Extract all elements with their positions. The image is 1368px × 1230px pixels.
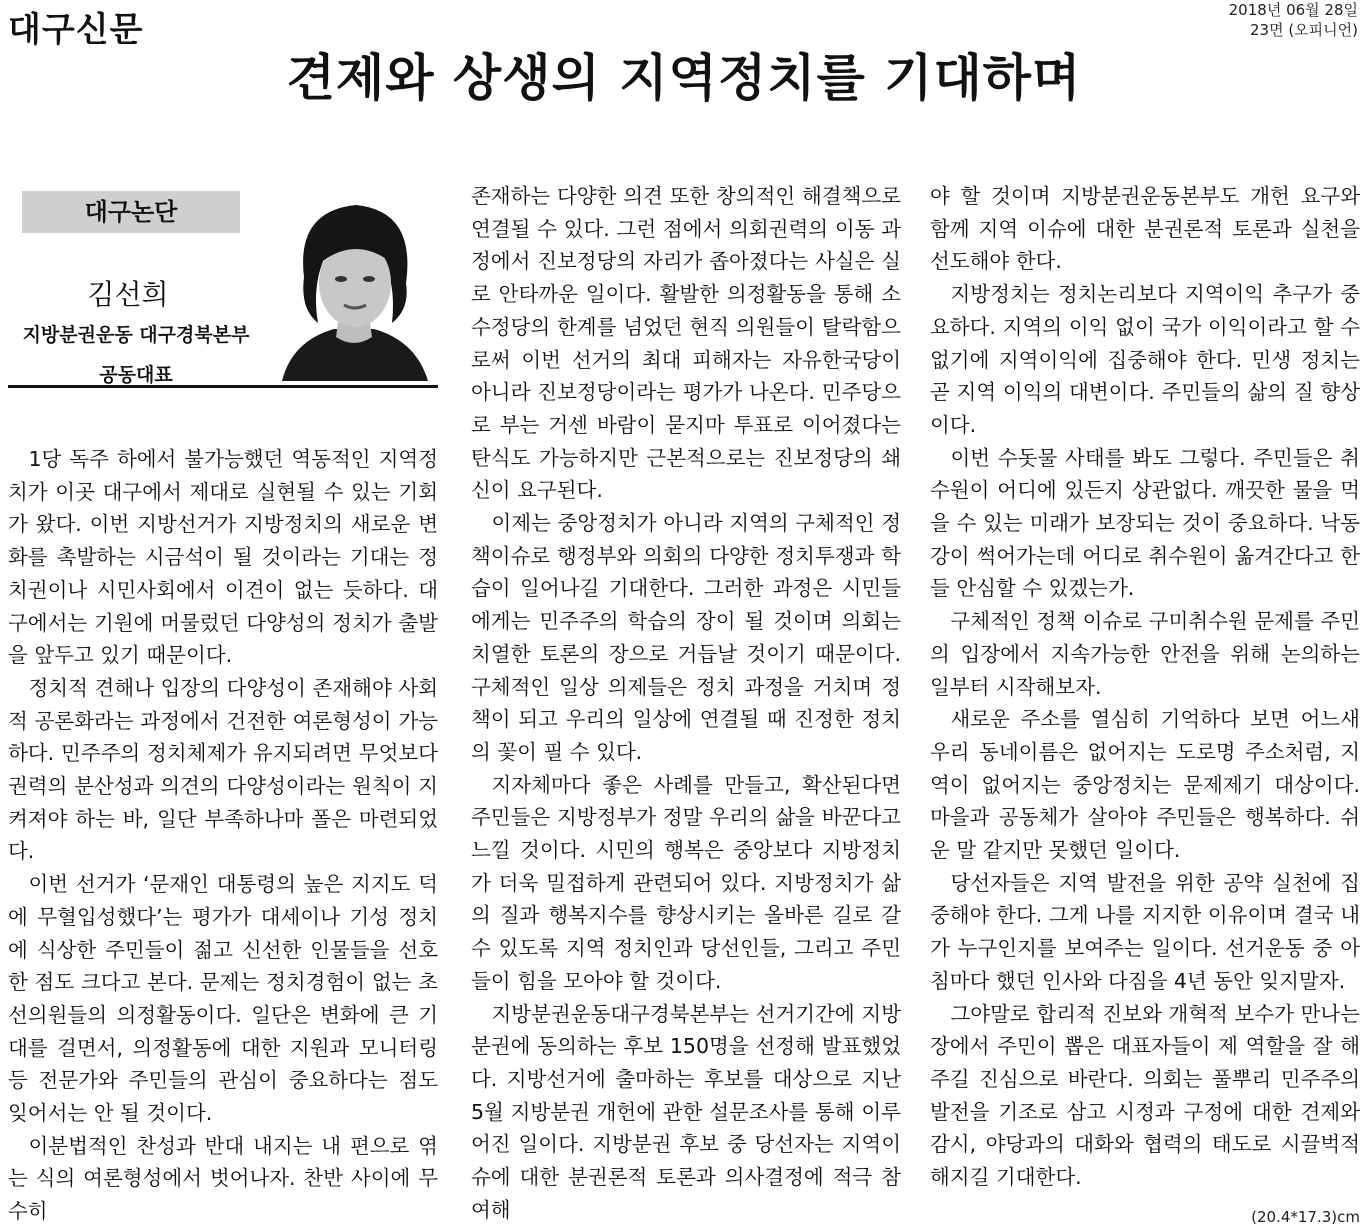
author-title-line1: 지방분권운동 대구경북본부 [22,324,250,346]
article-column-2 [471,180,901,1227]
paragraph: 이분법적인 찬성과 반대 내지는 내 편으로 엮는 식의 여론형성에서 벗어나자. 찬반 사이에 무수히 [8,1133,438,1224]
author-title [8,315,264,395]
author-photo [264,191,444,383]
author-name: 김선희 [87,278,169,311]
paragraph: 지자체마다 좋은 사례를 만들고, 확산된다면 주민들은 지방정부가 정말 우리의 삶을 바꾼다고 느낄 것이다. 시민의 행복은 중앙보다 지방정치가 더욱 밀접하게 관련되어 있다. 지방정치가 삶의 질과 행복지수를 향상시키는 올바른 길로 갈 수 있도록 지역 정치인과 당선인들, 그리고 주민들이 힘을 모아야 할 것이다. [471,772,901,993]
paragraph: 1당 독주 하에서 불가능했던 역동적인 지역정치가 이곳 대구에서 제대로 실현될 수 있는 기회가 왔다. 이번 지방선거가 지방정치의 새로운 변화를 촉발하는 시금석이 될 것이라는 기대는 정치권이나 시민사회에서 이견이 없는 듯하다. 대구에서는 기원에 머물렀던 다양성의 정치가 출발을 앞두고 있기 때문이다. [8,447,438,668]
paragraph: 이제는 중앙정치가 아니라 지역의 구체적인 정책이슈로 행정부와 의회의 다양한 정치투쟁과 학습이 일어나길 기대한다. 그러한 과정은 시민들에게는 민주주의 학습의 장이 될 것이며 의회는 치열한 토론의 장으로 거듭날 것이기 때문이다. 구체적인 일상 의제들은 정치 과정을 거치며 정책이 되고 우리의 일상에 연결될 때 진정한 정치의 꽃이 필 수 있다. [471,511,901,764]
paragraph: 새로운 주소를 열심히 기억하다 보면 어느새 우리 동네이름은 없어지는 도로명 주소처럼, 지역이 없어지는 중앙정치는 문제제기 대상이다. 마을과 공동체가 살아야 주민들은 행복하다. 쉬운 말 같지만 못했던 일이다. [930,707,1360,863]
paragraph: 당선자들은 지역 발전을 위한 공약 실천에 집중해야 한다. 그게 나를 지지한 이유이며 결국 내가 누구인지를 보여주는 일이다. 선거운동 중 아침마다 했던 인사와 다짐을 4년 동안 잊지말자. [930,870,1360,993]
issue-page: 23면 (오피니언) [1249,21,1358,39]
issue-meta [1229,0,1358,40]
paragraph: 정치적 견해나 입장의 다양성이 존재해야 사회적 공론화라는 과정에서 건전한 여론형성이 가능하다. 민주주의 정치체제가 유지되려면 무엇보다 권력의 분산성과 의견의 다양성이라는 원칙이 지켜져야 하는 바, 일단 부족하나마 폴은 마련되었다. [8,675,438,864]
article-column-1 [8,443,438,1228]
paragraph: 존재하는 다양한 의견 또한 창의적인 해결책으로 연결될 수 있다. 그런 점에서 의회권력의 이동 과정에서 진보정당의 자리가 좁아졌다는 사실은 실로 안타까운 일이다. 활발한 의정활동을 통해 소수정당의 한계를 넘었던 현직 의원들이 탈락함으로써 이번 선거의 최대 피해자는 자유한국당이 아니라 진보정당이라는 평가가 나온다. 민주당으로 부는 거센 바람이 묻지마 투표로 이어졌다는 탄식도 가능하지만 근본적으로는 진보정당의 쇄신이 요구된다. [471,184,901,503]
byline-box [8,185,438,388]
paragraph: 구체적인 정책 이슈로 구미취수원 문제를 주민의 입장에서 지속가능한 안전을 위해 논의하는 일부터 시작해보자. [930,609,1360,699]
paragraph: 그야말로 합리적 진보와 개혁적 보수가 만나는 장에서 주민이 뽑은 대표자들이 제 역할을 잘 해주길 진심으로 바란다. 의회는 풀뿌리 민주주의 발전을 기조로 삼고 시정과 구정에 대한 견제와 감시, 야당과의 대화와 협력의 태도로 시끌벅적해지길 기대한다. [930,1001,1360,1190]
article-headline: 견제와 상생의 지역정치를 기대하며 [286,49,1082,107]
article-column-3 [930,180,1360,1194]
issue-date: 2018년 06월 28일 [1228,1,1358,19]
masthead-logo: 대구신문 [8,10,144,50]
paragraph: 이번 수돗물 사태를 봐도 그렇다. 주민들은 취수원이 어디에 있든지 상관없다. 깨끗한 물을 먹을 수 있는 미래가 보장되는 것이 중요하다. 낙동강이 썩어가는데 어디로 취수원이 옮겨간다고 한들 안심할 수 있겠는가. [930,445,1360,601]
paragraph: 지방정치는 정치논리보다 지역이익 추구가 중요하다. 지역의 이익 없이 국가 이익이라고 할 수 없기에 지역이익에 집중해야 한다. 민생 정치는 곧 지역 이익의 대변이다. 주민들의 삶의 질 향상이다. [930,282,1360,437]
author-title-line2: 공동대표 [99,364,173,386]
paragraph: 지방분권운동대구경북본부는 선거기간에 지방분권에 동의하는 후보 150명을 선정해 발표했었다. 지방선거에 출마하는 후보를 대상으로 지난 5월 지방분권 개헌에 관한 설문조사를 통해 이루어진 일이다. 지방분권 후보 중 당선자는 지역이슈에 대한 분권론적 토론과 의사결정에 적극 참여해 [471,1001,901,1222]
article-size-note: (20.4*17.3)cm [1251,1208,1360,1226]
paragraph: 야 할 것이며 지방분권운동본부도 개헌 요구와 함께 지역 이슈에 대한 분권론적 토론과 실천을 선도해야 한다. [930,184,1360,274]
paragraph: 이번 선거가 ‘문재인 대통령의 높은 지지도 덕에 무혈입성했다’는 평가가 대세이나 기성 정치에 식상한 주민들이 젊고 신선한 인물들을 선호한 점도 크다고 본다. 문제는 정치경험이 없는 초선의원들의 의정활동이다. 일단은 변화에 큰 기대를 걸면서, 의정활동에 대한 지원과 모니터링 등 전문가와 주민들의 관심이 중요하다는 점도 잊어서는 안 될 것이다. [8,872,438,1126]
column-label: 대구논단 [22,191,240,233]
